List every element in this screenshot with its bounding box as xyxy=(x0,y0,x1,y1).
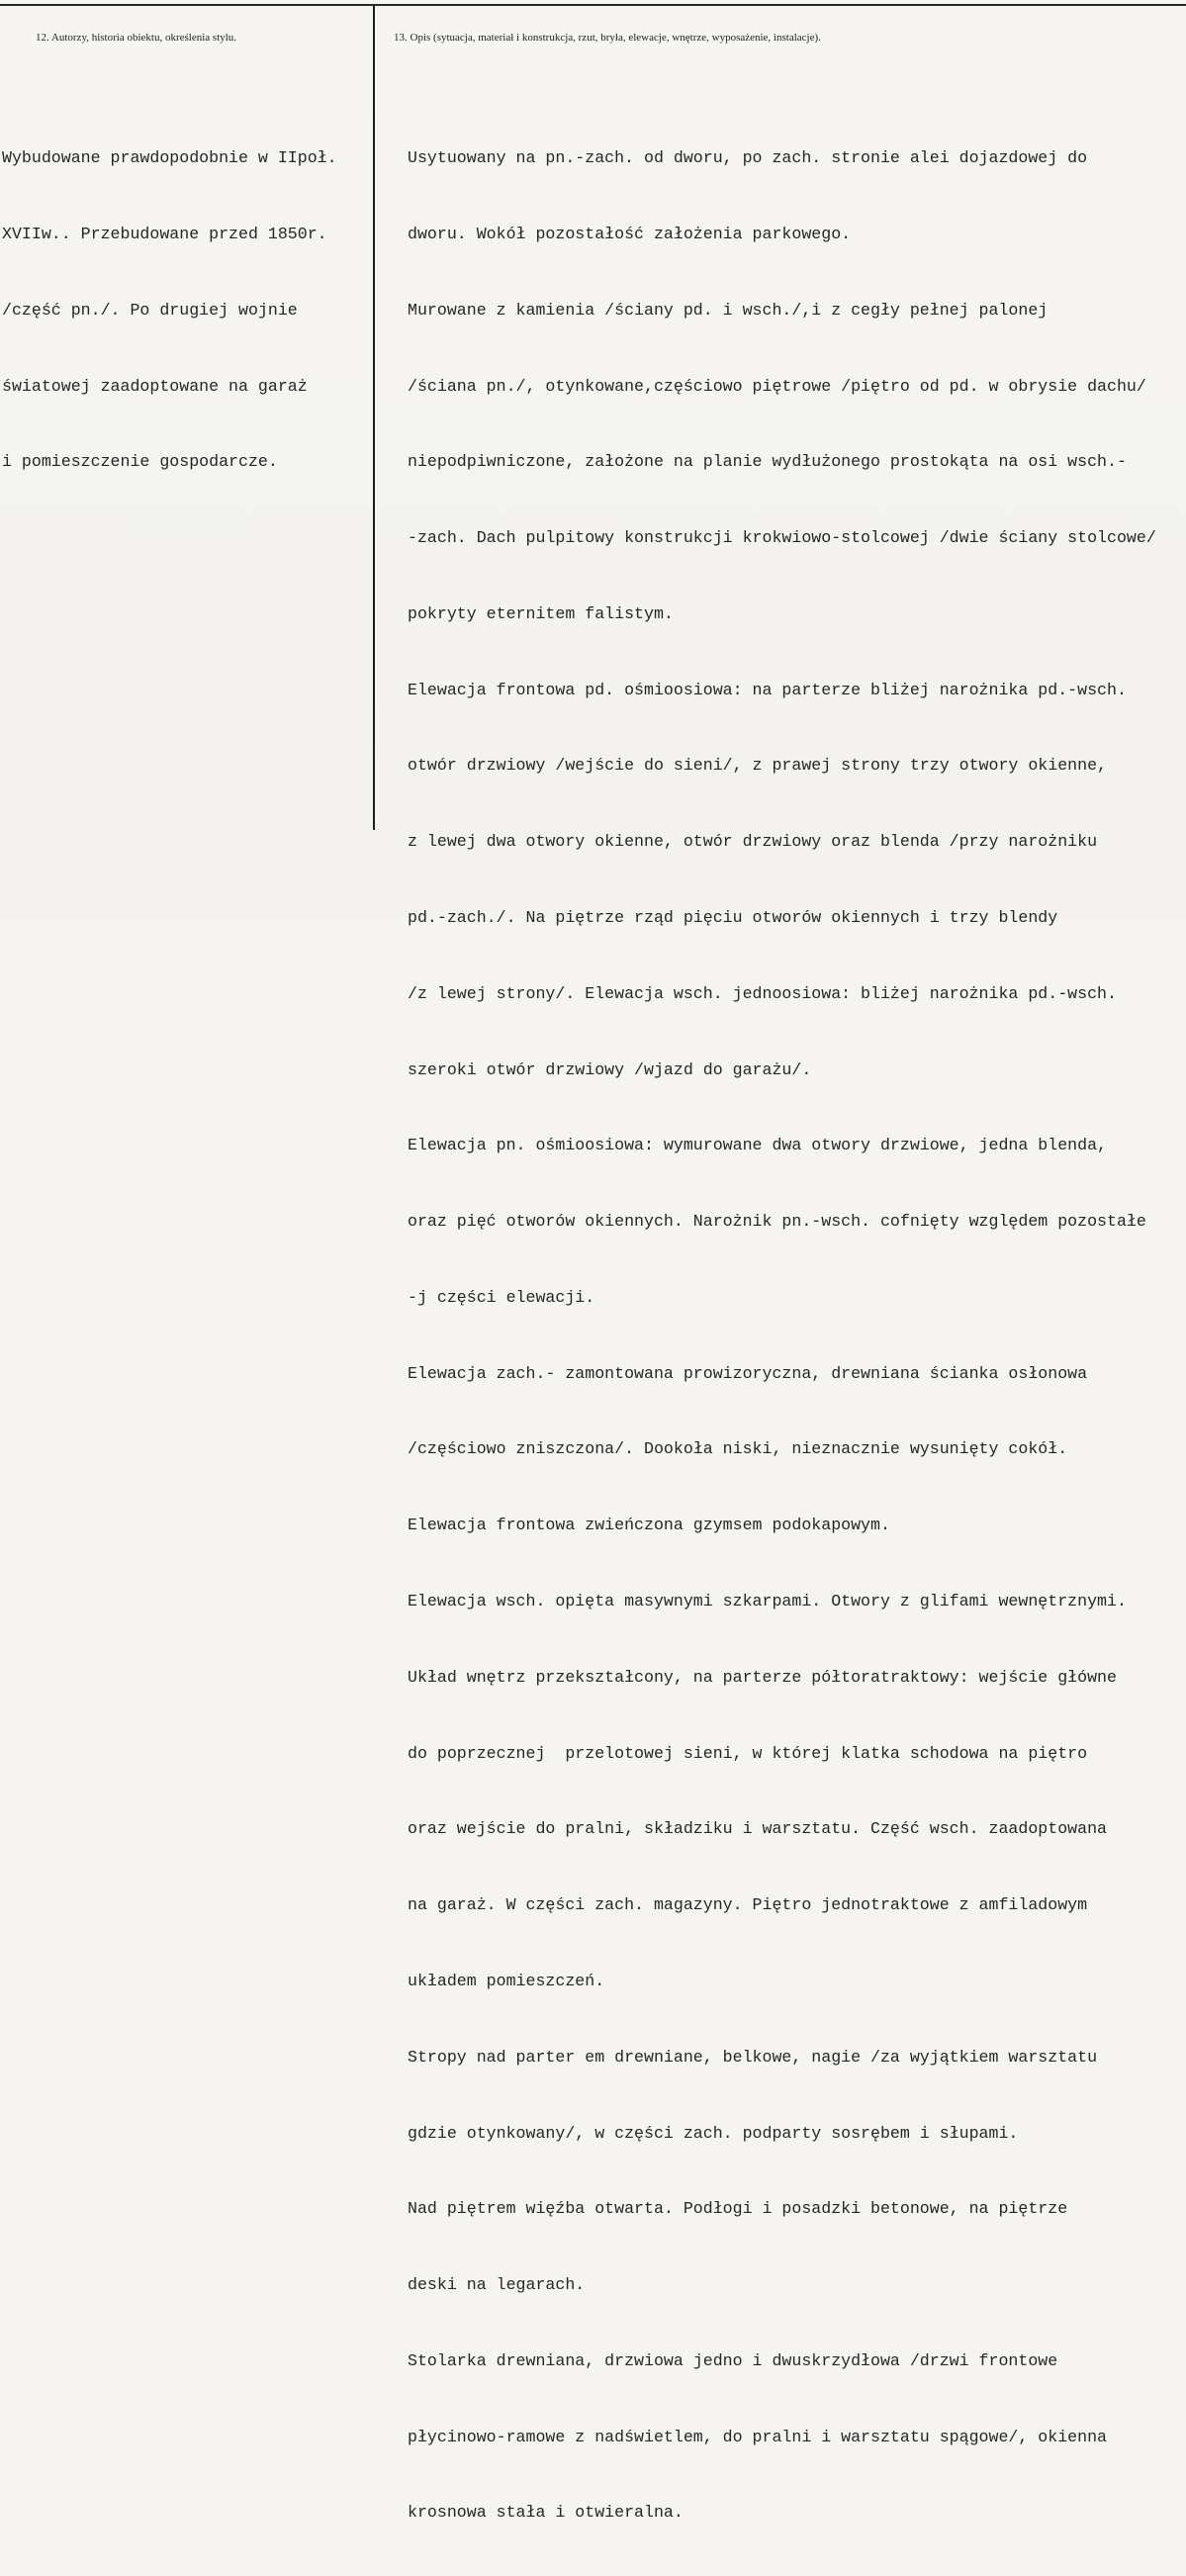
description-line: dworu. Wokół pozostałość założenia parkowego. xyxy=(408,224,852,243)
description-line: układem pomieszczeń. xyxy=(408,1971,605,1990)
description-line: Stropy nad parter em drewniane, belkowe, nagie /za wyjątkiem warsztatu xyxy=(408,2047,1098,2067)
description-line: krosnowa stała i otwieralna. xyxy=(408,2503,684,2523)
description-line: z lewej dwa otwory okienne, otwór drzwiowy oraz blenda /przy narożniku xyxy=(408,832,1098,852)
description-line: oraz wejście do pralni, składziku i warsztatu. Część wsch. zaadoptowana xyxy=(408,1819,1108,1839)
right-column-header: 13. Opis (sytuacja, materiał i konstrukcja, rzut, bryła, elewacje, wnętrze, wyposażenie, instalacje). xyxy=(394,32,821,44)
description-line: płycinowo-ramowe z nadświetlem, do pralni i warsztatu spągowe/, okienna xyxy=(408,2427,1108,2446)
top-rule xyxy=(0,4,1186,6)
description-line: Układ wnętrz przekształcony, na parterze półtoratraktowy: wejście główne xyxy=(408,1667,1117,1687)
description-line: Stolarka drewniana, drzwiowa jedno i dwuskrzydłowa /drzwi frontowe xyxy=(408,2350,1058,2370)
description-line: niepodpiwniczone, założone na planie wydłużonego prostokąta na osi wsch.- xyxy=(408,452,1127,472)
history-line: i pomieszczenie gospodarcze. xyxy=(2,452,278,472)
column-divider xyxy=(373,6,375,830)
description-line: do poprzecznej przelotowej sieni, w której klatka schodowa na piętro xyxy=(408,1743,1088,1763)
description-line: szeroki otwór drzwiowy /wjazd do garażu/. xyxy=(408,1059,812,1079)
history-line: światowej zaadoptowane na garaż xyxy=(2,376,308,396)
description-line: Nad piętrem więźba otwarta. Podłogi i posadzki betonowe, na piętrze xyxy=(408,2199,1068,2219)
history-text xyxy=(2,95,337,525)
description-line: -zach. Dach pulpitowy konstrukcji krokwiowo-stolcowej /dwie ściany stolcowe/ xyxy=(408,528,1156,548)
description-text xyxy=(408,95,1156,2576)
description-line: otwór drzwiowy /wejście do sieni/, z prawej strony trzy otwory okienne, xyxy=(408,756,1108,776)
history-line: /część pn./. Po drugiej wojnie xyxy=(2,300,298,320)
description-line: Elewacja frontowa pd. ośmioosiowa: na parterze bliżej narożnika pd.-wsch. xyxy=(408,680,1127,699)
description-line: oraz pięć otworów okiennych. Narożnik pn.-wsch. cofnięty względem pozostałe xyxy=(408,1212,1146,1232)
description-line: gdzie otynkowany/, w części zach. podparty sosrębem i słupami. xyxy=(408,2123,1019,2143)
description-line: pd.-zach./. Na piętrze rząd pięciu otworów okiennych i trzy blendy xyxy=(408,908,1058,927)
description-line: pokryty eternitem falistym. xyxy=(408,603,674,623)
description-line: /ściana pn./, otynkowane,częściowo piętrowe /piętro od pd. w obrysie dachu/ xyxy=(408,376,1146,396)
description-line: Murowane z kamienia /ściany pd. i wsch./,i z cegły pełnej palonej xyxy=(408,300,1049,320)
description-line: na garaż. W części zach. magazyny. Piętro jednotraktowe z amfiladowym xyxy=(408,1895,1088,1915)
description-line: Elewacja wsch. opięta masywnymi szkarpami. Otwory z glifami wewnętrznymi. xyxy=(408,1592,1127,1611)
history-line: XVIIw.. Przebudowane przed 1850r. xyxy=(2,224,327,243)
description-line: Elewacja zach.- zamontowana prowizoryczna, drewniana ścianka osłonowa xyxy=(408,1363,1088,1383)
description-line: /z lewej strony/. Elewacja wsch. jednoosiowa: bliżej narożnika pd.-wsch. xyxy=(408,983,1117,1003)
description-line: -j części elewacji. xyxy=(408,1287,595,1307)
description-line: Elewacja pn. ośmioosiowa: wymurowane dwa otwory drzwiowe, jedna blenda, xyxy=(408,1136,1108,1155)
description-line: deski na legarach. xyxy=(408,2275,586,2295)
left-column-header: 12. Autorzy, historia obiektu, określenia stylu. xyxy=(36,32,237,44)
description-line: /częściowo zniszczona/. Dookoła niski, nieznacznie wysunięty cokół. xyxy=(408,1439,1068,1459)
description-line: Usytuowany na pn.-zach. od dworu, po zach. stronie alei dojazdowej do xyxy=(408,148,1088,168)
description-line: Elewacja frontowa zwieńczona gzymsem podokapowym. xyxy=(408,1516,890,1535)
history-line: Wybudowane prawdopodobnie w IIpoł. xyxy=(2,148,337,168)
